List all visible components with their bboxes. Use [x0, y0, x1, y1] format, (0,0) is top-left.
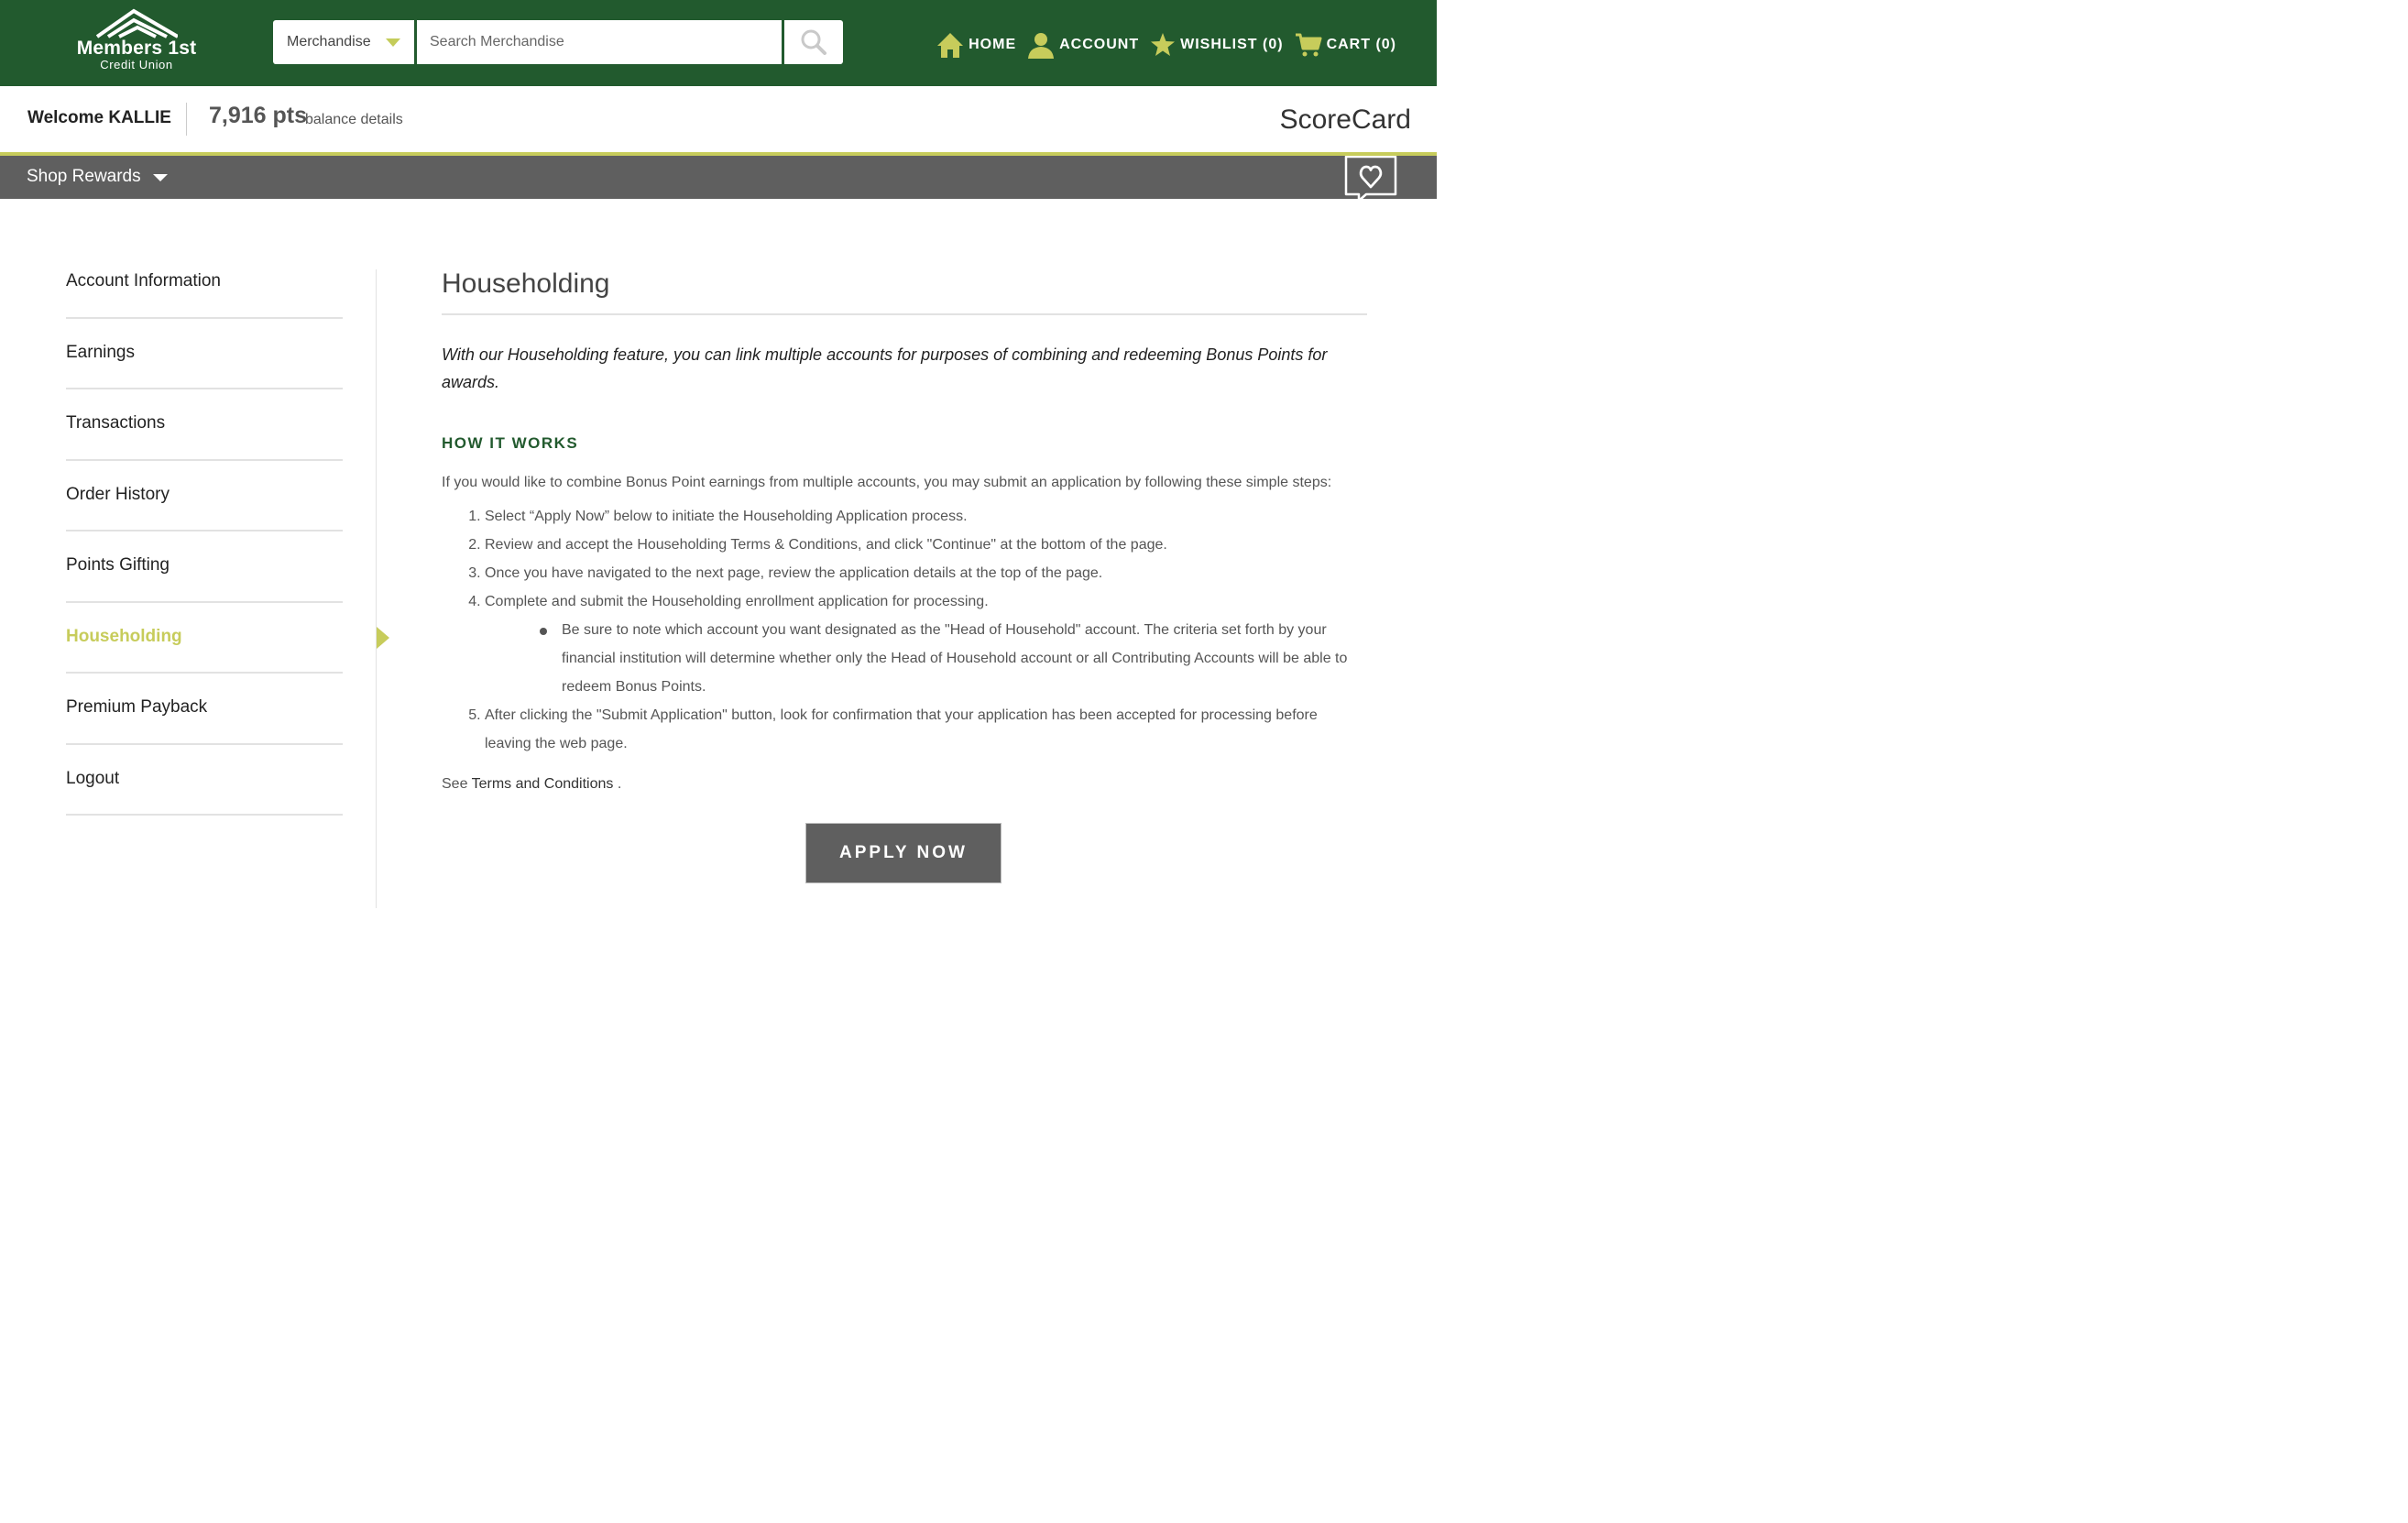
steps-list: [442, 502, 1367, 758]
sidebar-item-label: Points Gifting: [66, 555, 170, 575]
sidebar-item-premium-payback[interactable]: [66, 674, 343, 745]
step-text: Select “Apply Now” below to initiate the Householding Application process.: [485, 509, 968, 524]
category-select-value: Merchandise: [287, 34, 371, 49]
how-it-works-text: If you would like to combine Bonus Point earnings from multiple accounts, you may submit an application by following these simple steps:: [442, 475, 1332, 490]
nav-account[interactable]: [1027, 31, 1139, 59]
nav-home-label: HOME: [969, 37, 1017, 52]
sidebar-item-points-gifting[interactable]: [66, 531, 343, 603]
home-icon: [936, 31, 964, 59]
balance-details-link[interactable]: balance details: [305, 112, 403, 127]
nav-home[interactable]: [936, 31, 1016, 59]
brand-logo[interactable]: [70, 7, 203, 81]
how-it-works-heading: HOW IT WORKS: [442, 434, 579, 452]
top-header: [0, 0, 1437, 86]
nav-cart[interactable]: [1295, 31, 1396, 59]
welcome-text: Welcome KALLIE: [27, 108, 171, 127]
step-text: Once you have navigated to the next page, review the application details at the top of the page.: [485, 565, 1103, 581]
sidebar-item-logout[interactable]: [66, 745, 343, 816]
sidebar-item-label: Account Information: [66, 271, 221, 290]
sidebar-item-label: Earnings: [66, 342, 135, 362]
terms-suffix: .: [617, 776, 622, 792]
user-icon: [1027, 31, 1055, 59]
sub-bullet-text: Be sure to note which account you want designated as the "Head of Household" account. The criteria set forth by your financial institution will determine whether only the Head of Household account or all Contributing Accounts will be able to redeem Bonus Points.: [562, 622, 1348, 695]
main-content: [442, 266, 1367, 793]
top-nav: [927, 29, 1396, 60]
list-item: [485, 559, 1367, 587]
brand-subtitle: Credit Union: [100, 58, 173, 71]
sidebar-item-label: Householding: [66, 626, 182, 646]
step-text: Complete and submit the Householding enrollment application for processing.: [485, 594, 989, 609]
step-text: Review and accept the Householding Terms & Conditions, and click "Continue" at the bottom of the page.: [485, 537, 1167, 553]
favorites-button[interactable]: [1344, 156, 1397, 206]
list-item: [485, 587, 1367, 701]
sidebar-item-label: Logout: [66, 768, 120, 788]
sidebar-item-label: Transactions: [66, 413, 166, 433]
shop-rewards-menu[interactable]: Shop Rewards: [27, 167, 141, 186]
search-button[interactable]: [784, 20, 843, 64]
list-item: [562, 616, 1367, 701]
chevron-down-icon[interactable]: [153, 174, 168, 181]
active-indicator-arrow: [377, 627, 389, 649]
terms-link[interactable]: Terms and Conditions: [471, 776, 614, 792]
list-item: [485, 502, 1367, 531]
nav-wishlist-label: WISHLIST (0): [1180, 37, 1284, 52]
sidebar-item-account-information[interactable]: [66, 247, 343, 319]
sub-list: [536, 616, 1367, 701]
sidebar-divider: [376, 269, 377, 908]
step-text: After clicking the "Submit Application" button, look for confirmation that your application has been accepted for processing before leaving the web page.: [485, 707, 1318, 751]
category-select[interactable]: [273, 20, 414, 64]
scorecard-brand: ScoreCard: [1279, 104, 1411, 135]
page-title: Householding: [442, 266, 1367, 315]
list-item: [485, 531, 1367, 559]
nav-wishlist[interactable]: [1150, 32, 1283, 58]
nav-cart-label: CART (0): [1326, 37, 1396, 52]
divider: [186, 103, 187, 136]
sidebar-item-earnings[interactable]: [66, 319, 343, 390]
brand-name: Members 1st: [76, 38, 197, 59]
chevron-down-icon: [386, 38, 400, 47]
account-sidebar: [66, 247, 343, 816]
star-icon: [1150, 32, 1176, 58]
sidebar-item-transactions[interactable]: [66, 389, 343, 461]
intro-text: With our Householding feature, you can link multiple accounts for purposes of combining and redeeming Bonus Points for awards.: [442, 345, 1328, 391]
shop-rewards-bar: [0, 156, 1437, 199]
points-balance: 7,916 pts: [209, 103, 308, 128]
heart-bubble-icon: [1344, 156, 1397, 202]
sidebar-item-householding[interactable]: [66, 603, 343, 674]
sidebar-item-label: Order History: [66, 484, 170, 504]
terms-prefix: See: [442, 776, 468, 792]
cart-icon: [1295, 31, 1322, 59]
sidebar-item-order-history[interactable]: [66, 461, 343, 532]
terms-line: [442, 776, 1367, 793]
nav-account-label: ACCOUNT: [1059, 37, 1140, 52]
mountain-logo-icon: [95, 7, 178, 38]
search-bar: [273, 20, 843, 64]
apply-now-button[interactable]: APPLY NOW: [805, 823, 1002, 883]
welcome-bar: [0, 86, 1437, 156]
sidebar-item-label: Premium Payback: [66, 697, 208, 717]
search-icon: [800, 28, 827, 56]
list-item: [485, 701, 1367, 758]
search-input[interactable]: [417, 20, 782, 64]
